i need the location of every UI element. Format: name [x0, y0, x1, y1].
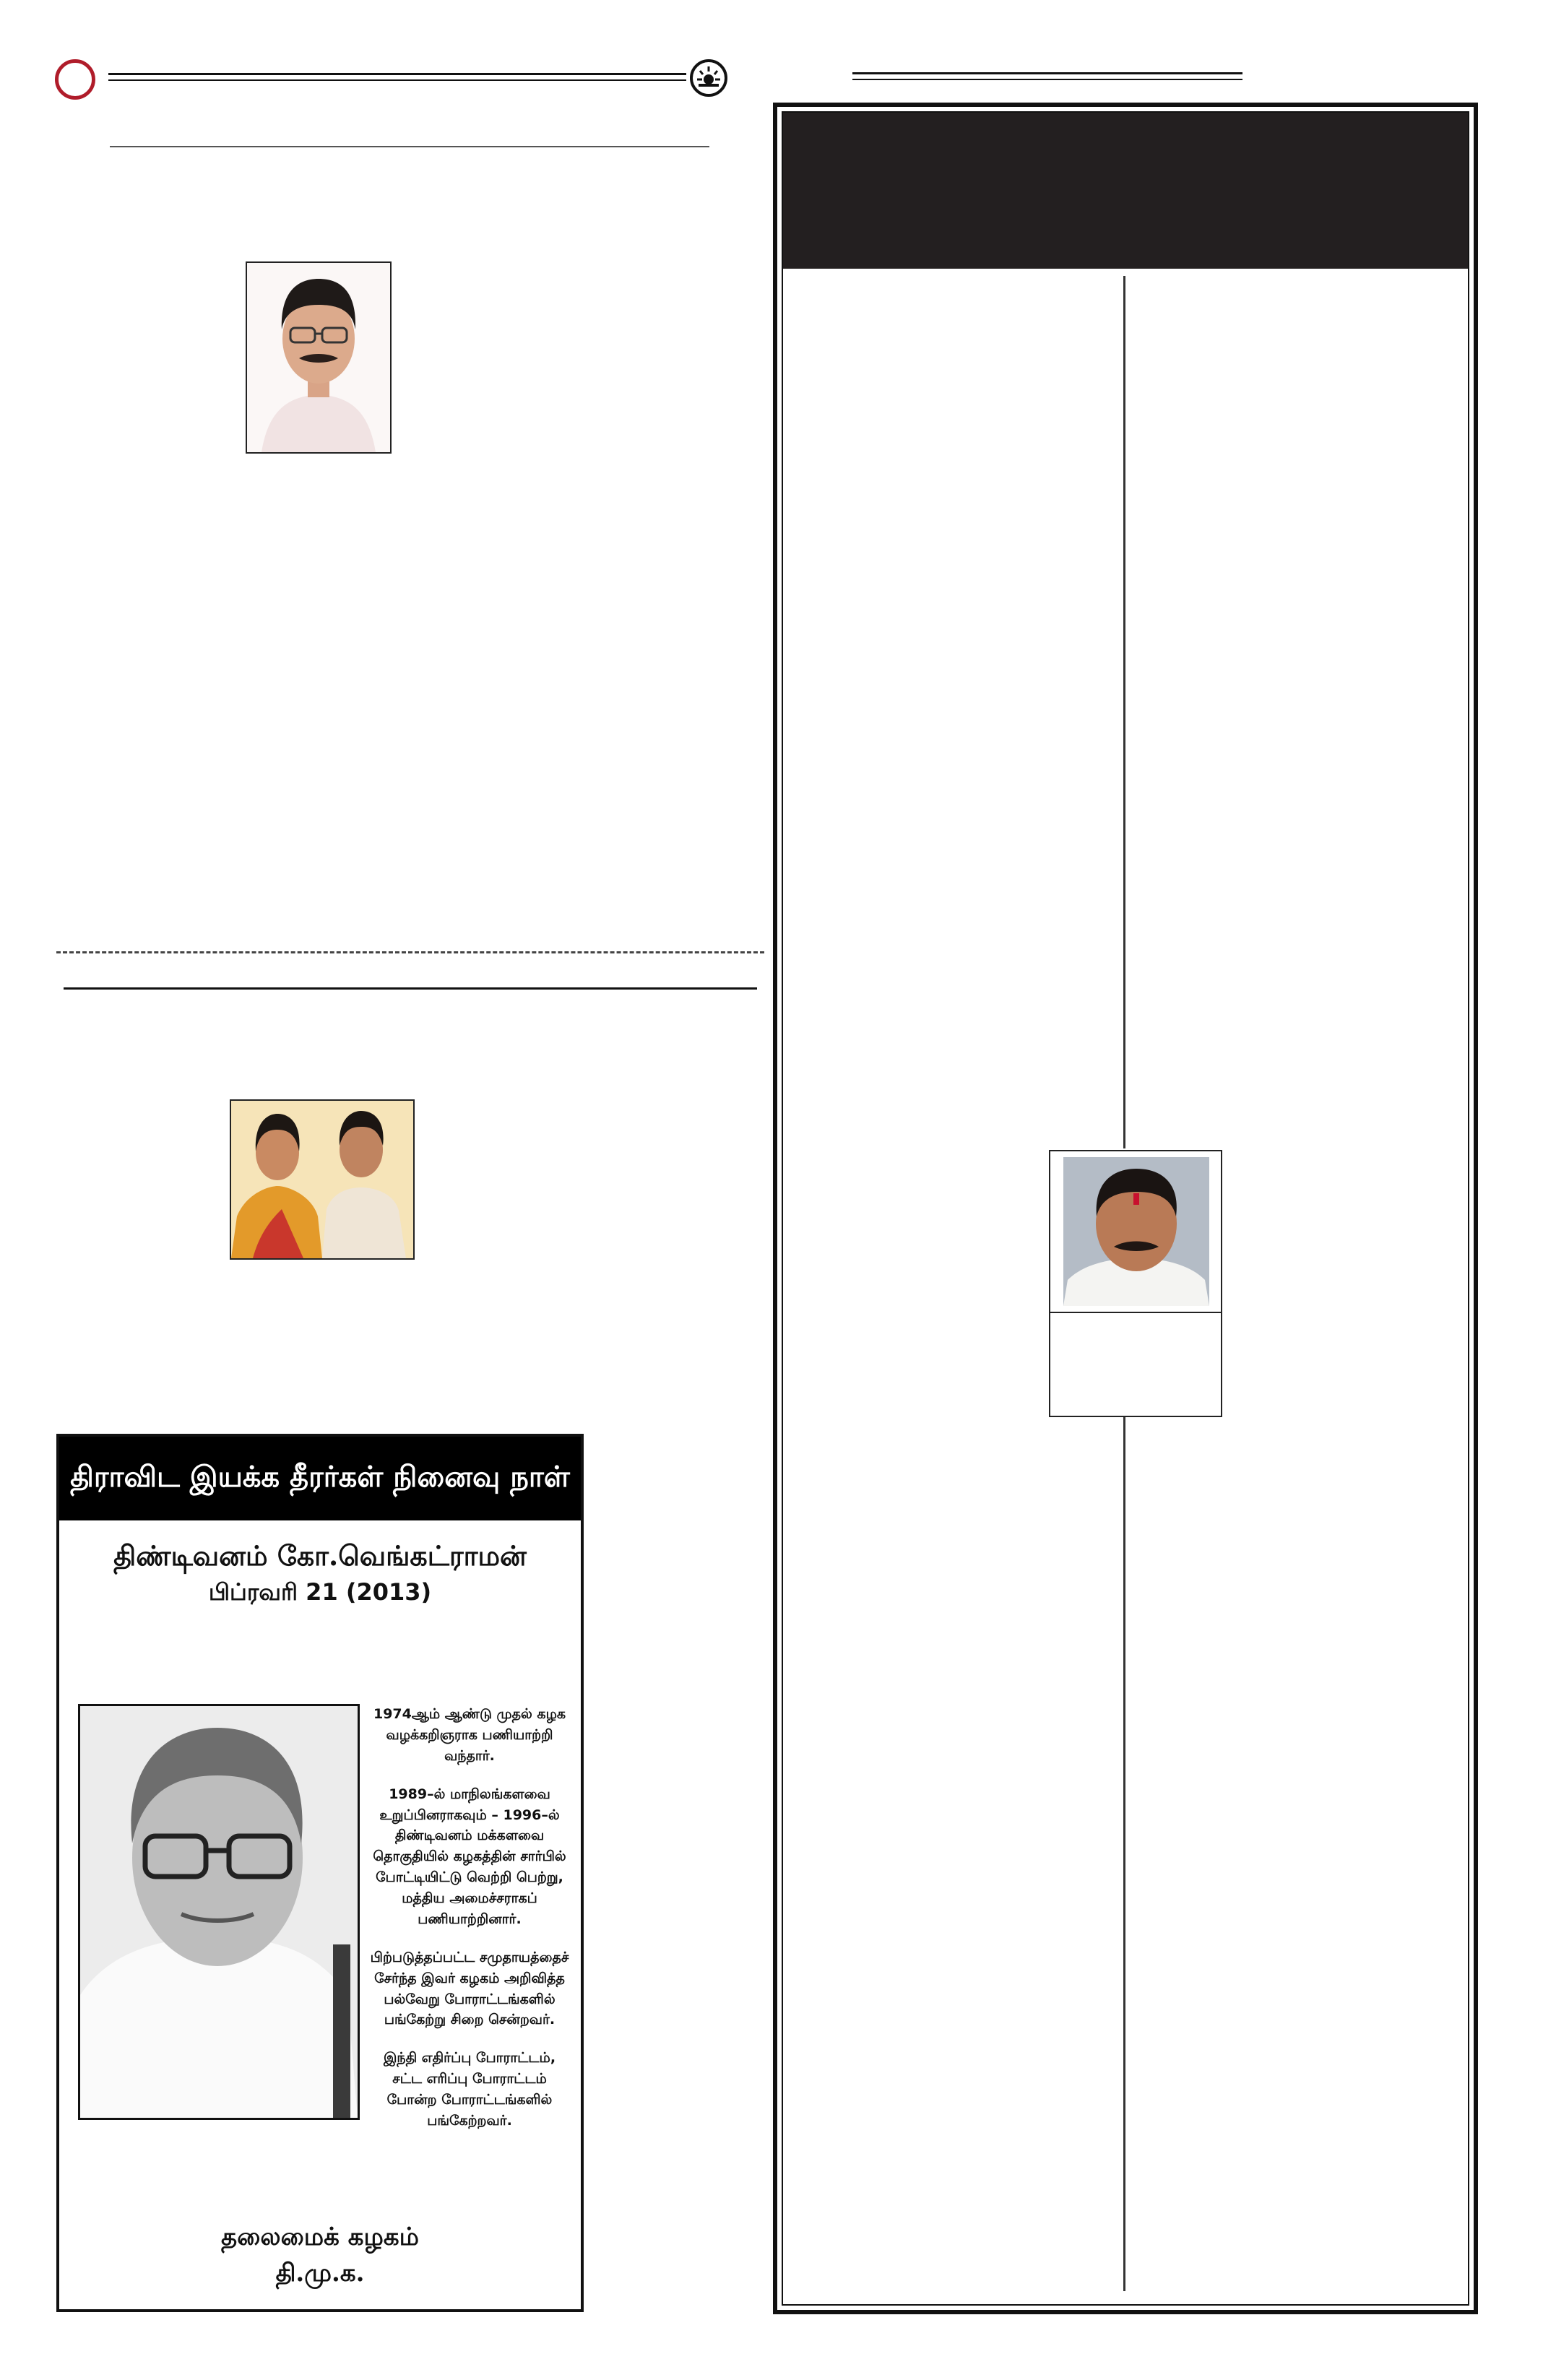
- biography-paragraph: பிற்படுத்தப்பட்ட சமுதாயத்தைச் சேர்ந்த இவர் கழகம் அறிவித்த பல்வேறு போராட்டங்களில் பங்கேற்று சிறை சென்றவர்.: [370, 1949, 569, 2028]
- column-divider: [1123, 1417, 1125, 2291]
- memorial-notice: [56, 1434, 584, 2312]
- memorial-date: பிப்ரவரி 21 (2013): [208, 1578, 432, 1606]
- memorial-portrait: [78, 1704, 360, 2120]
- biography-paragraph: இந்தி எதிர்ப்பு போராட்டம், சட்ட எரிப்பு போராட்டம் போன்ற போராட்டங்களில் பங்கேற்றவர்.: [383, 2050, 556, 2129]
- section-divider-dashed: [56, 951, 764, 953]
- column-divider: [1123, 276, 1125, 1148]
- memorial-banner: திராவிட இயக்க தீரர்கள் நினைவு நாள்: [59, 1437, 581, 1520]
- inset-portrait-box: [1049, 1150, 1222, 1417]
- section-rule: [110, 146, 709, 147]
- header-right-rule: [852, 72, 1242, 74]
- couple-photo: [230, 1099, 415, 1260]
- memorial-signoff-org: தலைமைக் கழகம்: [221, 2223, 419, 2251]
- header-rule: [108, 73, 686, 75]
- memorial-name: திண்டிவனம் கோ.வெங்கட்ராமன்: [113, 1539, 527, 1572]
- header-circle-icon: [55, 59, 95, 100]
- memorial-signoff-party: தி.மு.க.: [275, 2259, 365, 2288]
- portrait-photo: [246, 261, 392, 454]
- inset-portrait-photo: [1063, 1157, 1209, 1306]
- memorial-biography: [370, 1704, 569, 2149]
- header-right-rule-thin: [852, 79, 1242, 80]
- right-box-header-band: [783, 113, 1468, 269]
- section-rule: [64, 987, 757, 990]
- inset-caption-divider: [1050, 1312, 1221, 1313]
- biography-paragraph: 1989–ல் மாநிலங்களவை உறுப்பினராகவும் – 1996–ல் திண்டிவனம் மக்களவை தொகுதியில் கழகத்தின் சார்பில் போட்டியிட்டு வெற்றி பெற்று, மத்திய அமைச்சராகப் பணியாற்றினார்.: [373, 1786, 566, 1927]
- party-emblem-icon: [690, 59, 727, 97]
- header-rule-thin: [108, 79, 686, 81]
- biography-paragraph: 1974ஆம் ஆண்டு முதல் கழக வழக்கறிஞராக பணியாற்றி வந்தார்.: [373, 1706, 566, 1764]
